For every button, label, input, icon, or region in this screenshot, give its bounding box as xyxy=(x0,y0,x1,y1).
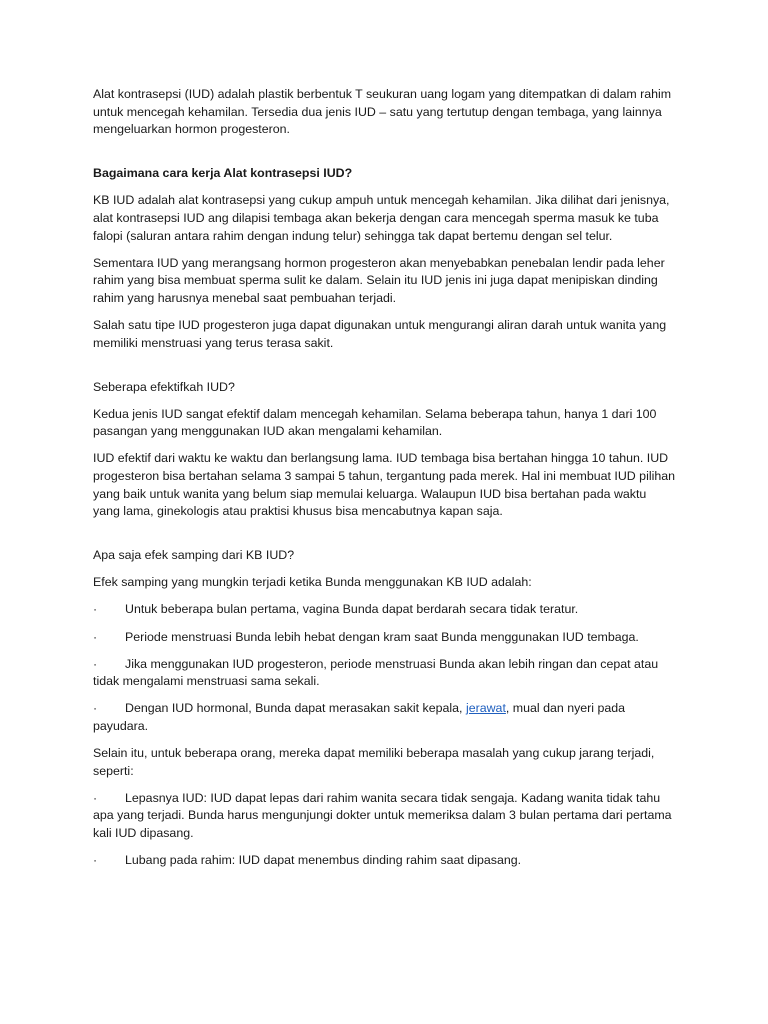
section-heading-side-effects: Apa saja efek samping dari KB IUD? xyxy=(93,548,295,563)
list-item-text: Lubang pada rahim: IUD dapat menembus dinding rahim saat dipasang. xyxy=(125,853,522,867)
list-item-text: Lepasnya IUD: IUD dapat lepas dari rahim wanita secara tidak sengaja. Kadang wanita tidak tahu apa yang terjadi. Bunda harus mengunjungi dokter untuk memeriksa dalam 3 bulan pertama dari pertama kali IUD dipasang. xyxy=(93,790,672,840)
spacer xyxy=(93,362,676,379)
paragraph: Kedua jenis IUD sangat efektif dalam mencegah kehamilan. Selama beberapa tahun, hanya 1 dari 100 pasangan yang menggunakan IUD akan mengalami kehamilan. xyxy=(93,406,657,439)
list-item-text: Untuk beberapa bulan pertama, vagina Bunda dapat berdarah secara tidak teratur. xyxy=(125,602,579,617)
jerawat-link[interactable]: jerawat xyxy=(465,701,506,716)
paragraph: Sementara IUD yang merangsang hormon progesteron akan menyebabkan penebalan lendir pada leher rahim yang bisa membuat sperma sulit ke dalam. Selain itu IUD jenis ini juga dapat menipiskan dinding rahim yang harusnya menebal saat pembuahan terjadi. xyxy=(93,255,665,305)
list-item xyxy=(93,629,676,647)
bullet-icon: · xyxy=(93,701,98,716)
paragraph: IUD efektif dari waktu ke waktu dan berlangsung lama. IUD tembaga bisa bertahan hingga 10 tahun. IUD progesteron bisa bertahan selama 3 sampai 5 tahun, tergantung pada merek. Hal ini membuat IUD pilihan yang baik untuk wanita yang belum siap memulai keluarga. Walaupun IUD bisa bertahan pada waktu yang lama, ginekologis atau praktisi khusus bisa mencabutnya kapan saja. xyxy=(93,451,676,519)
list-item-text: Jika menggunakan IUD progesteron, periode menstruasi Bunda akan lebih ringan dan cepat atau tidak mengalami menstruasi sama sekali. xyxy=(93,656,659,689)
list-item xyxy=(93,852,676,870)
paragraph: Efek samping yang mungkin terjadi ketika Bunda menggunakan KB IUD adalah: xyxy=(93,575,532,590)
paragraph: Selain itu, untuk beberapa orang, mereka dapat memiliki beberapa masalah yang cukup jarang terjadi, seperti: xyxy=(93,746,655,778)
paragraph: Salah satu tipe IUD progesteron juga dapat digunakan untuk mengurangi aliran darah untuk wanita yang memiliki menstruasi yang terus terasa sakit. xyxy=(93,317,667,350)
list-item xyxy=(93,790,676,843)
intro-paragraph: Alat kontrasepsi (IUD) adalah plastik berbentuk T seukuran uang logam yang ditempatkan di dalam rahim untuk mencegah kehamilan. Tersedia dua jenis IUD – satu yang tertutup dengan tembaga, yang lainnya mengeluarkan hormon progesteron. xyxy=(93,87,672,137)
section-heading-how-it-works: Bagaimana cara kerja Alat kontrasepsi IUD? xyxy=(93,166,353,181)
paragraph: KB IUD adalah alat kontrasepsi yang cukup ampuh untuk mencegah kehamilan. Jika dilihat dari jenisnya, alat kontrasepsi IUD ang dilapisi tembaga akan bekerja dengan cara mencegah sperma masuk ke tuba falopi (saluran antara rahim dengan indung telur) sehingga tak dapat bertemu dengan sel telur. xyxy=(93,193,670,243)
list-item-text: Periode menstruasi Bunda lebih hebat dengan kram saat Bunda menggunakan IUD tembaga. xyxy=(125,629,639,644)
bullet-icon: · xyxy=(93,853,98,867)
spacer xyxy=(93,530,676,547)
list-item xyxy=(93,601,676,619)
bullet-icon: · xyxy=(93,656,98,671)
list-item-text: Dengan IUD hormonal, Bunda dapat merasakan sakit kepala, xyxy=(125,701,466,716)
bullet-icon: · xyxy=(93,790,98,805)
spacer xyxy=(93,148,676,165)
bullet-icon: · xyxy=(93,629,98,644)
bullet-icon: · xyxy=(93,602,98,617)
list-item-text: , mual dan nyeri pada payudara. xyxy=(93,701,626,733)
list-item xyxy=(93,700,676,735)
list-item xyxy=(93,656,676,691)
section-heading-effectiveness: Seberapa efektifkah IUD? xyxy=(93,379,235,394)
